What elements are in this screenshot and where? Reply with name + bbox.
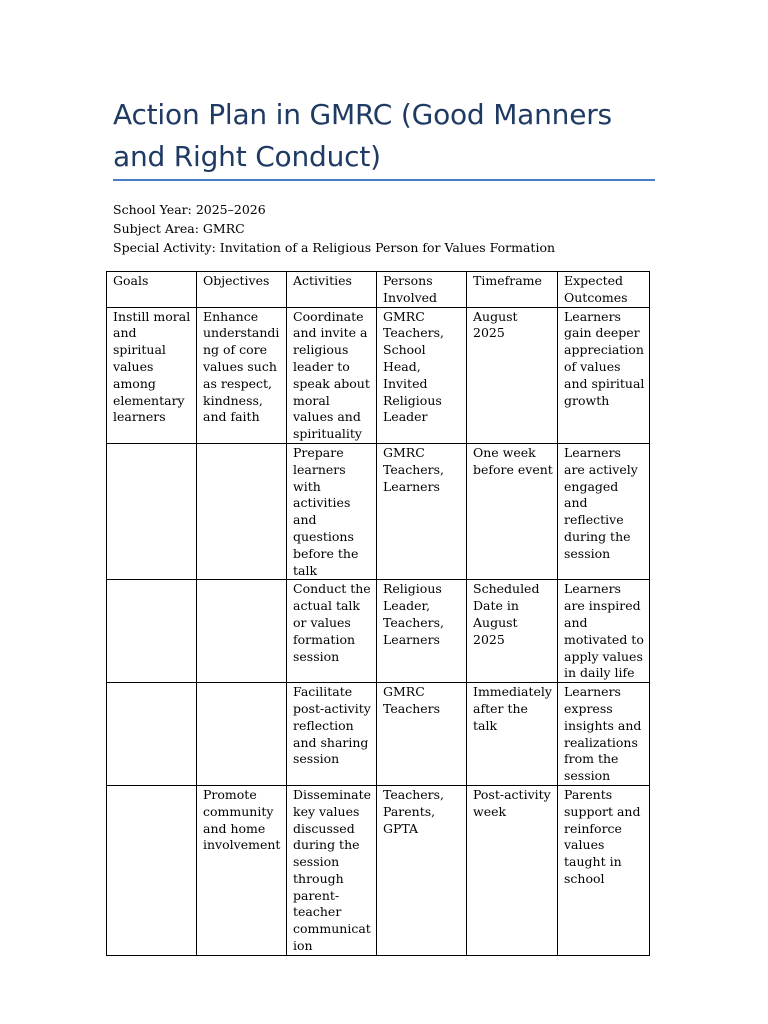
cell-goals — [107, 785, 197, 955]
cell-timeframe: August 2025 — [467, 307, 558, 443]
school-year: School Year: 2025–2026 — [113, 202, 266, 217]
cell-activities: Disseminate key values discussed during the session through parent-teacher communication — [287, 785, 377, 955]
cell-persons-involved: GMRC Teachers, Learners — [377, 443, 467, 579]
cell-objectives: Promote community and home involvement — [197, 785, 287, 955]
table-row — [107, 443, 650, 579]
cell-persons-involved: Religious Leader, Teachers, Learners — [377, 580, 467, 683]
table-row — [107, 785, 650, 955]
cell-activities: Facilitate post-activity reflection and sharing session — [287, 683, 377, 786]
cell-persons-involved: GMRC Teachers — [377, 683, 467, 786]
header-activities: Activities — [287, 272, 377, 308]
header-expected-outcomes: Expected Outcomes — [558, 272, 650, 308]
document-title: Action Plan in GMRC (Good Manners and Right Conduct) — [113, 98, 612, 173]
cell-activities: Prepare learners with activities and questions before the talk — [287, 443, 377, 579]
cell-timeframe: One week before event — [467, 443, 558, 579]
cell-goals — [107, 683, 197, 786]
cell-timeframe: Immediately after the talk — [467, 683, 558, 786]
cell-expected-outcomes: Learners gain deeper appreciation of values and spiritual growth — [558, 307, 650, 443]
table-row — [107, 307, 650, 443]
cell-objectives — [197, 683, 287, 786]
table-header-row — [107, 272, 650, 308]
cell-goals — [107, 580, 197, 683]
document-meta — [113, 200, 673, 257]
action-plan-table — [106, 271, 650, 956]
header-goals: Goals — [107, 272, 197, 308]
special-activity: Special Activity: Invitation of a Religious Person for Values Formation — [113, 240, 556, 255]
cell-activities: Coordinate and invite a religious leader to speak about moral values and spirituality — [287, 307, 377, 443]
cell-objectives — [197, 580, 287, 683]
cell-persons-involved: GMRC Teachers, School Head, Invited Religious Leader — [377, 307, 467, 443]
subject-area: Subject Area: GMRC — [113, 221, 245, 236]
table-row — [107, 683, 650, 786]
cell-expected-outcomes: Parents support and reinforce values taught in school — [558, 785, 650, 955]
header-persons-involved: Persons Involved — [377, 272, 467, 308]
cell-objectives: Enhance understanding of core values such as respect, kindness, and faith — [197, 307, 287, 443]
cell-expected-outcomes: Learners express insights and realizations from the session — [558, 683, 650, 786]
table-row — [107, 580, 650, 683]
cell-expected-outcomes: Learners are inspired and motivated to apply values in daily life — [558, 580, 650, 683]
cell-timeframe: Post-activity week — [467, 785, 558, 955]
cell-timeframe: Scheduled Date in August 2025 — [467, 580, 558, 683]
cell-expected-outcomes: Learners are actively engaged and reflective during the session — [558, 443, 650, 579]
header-timeframe: Timeframe — [467, 272, 558, 308]
cell-objectives — [197, 443, 287, 579]
title-underline — [113, 179, 655, 181]
cell-activities: Conduct the actual talk or values formation session — [287, 580, 377, 683]
cell-goals: Instill moral and spiritual values among elementary learners — [107, 307, 197, 443]
cell-goals — [107, 443, 197, 579]
cell-persons-involved: Teachers, Parents, GPTA — [377, 785, 467, 955]
header-objectives: Objectives — [197, 272, 287, 308]
